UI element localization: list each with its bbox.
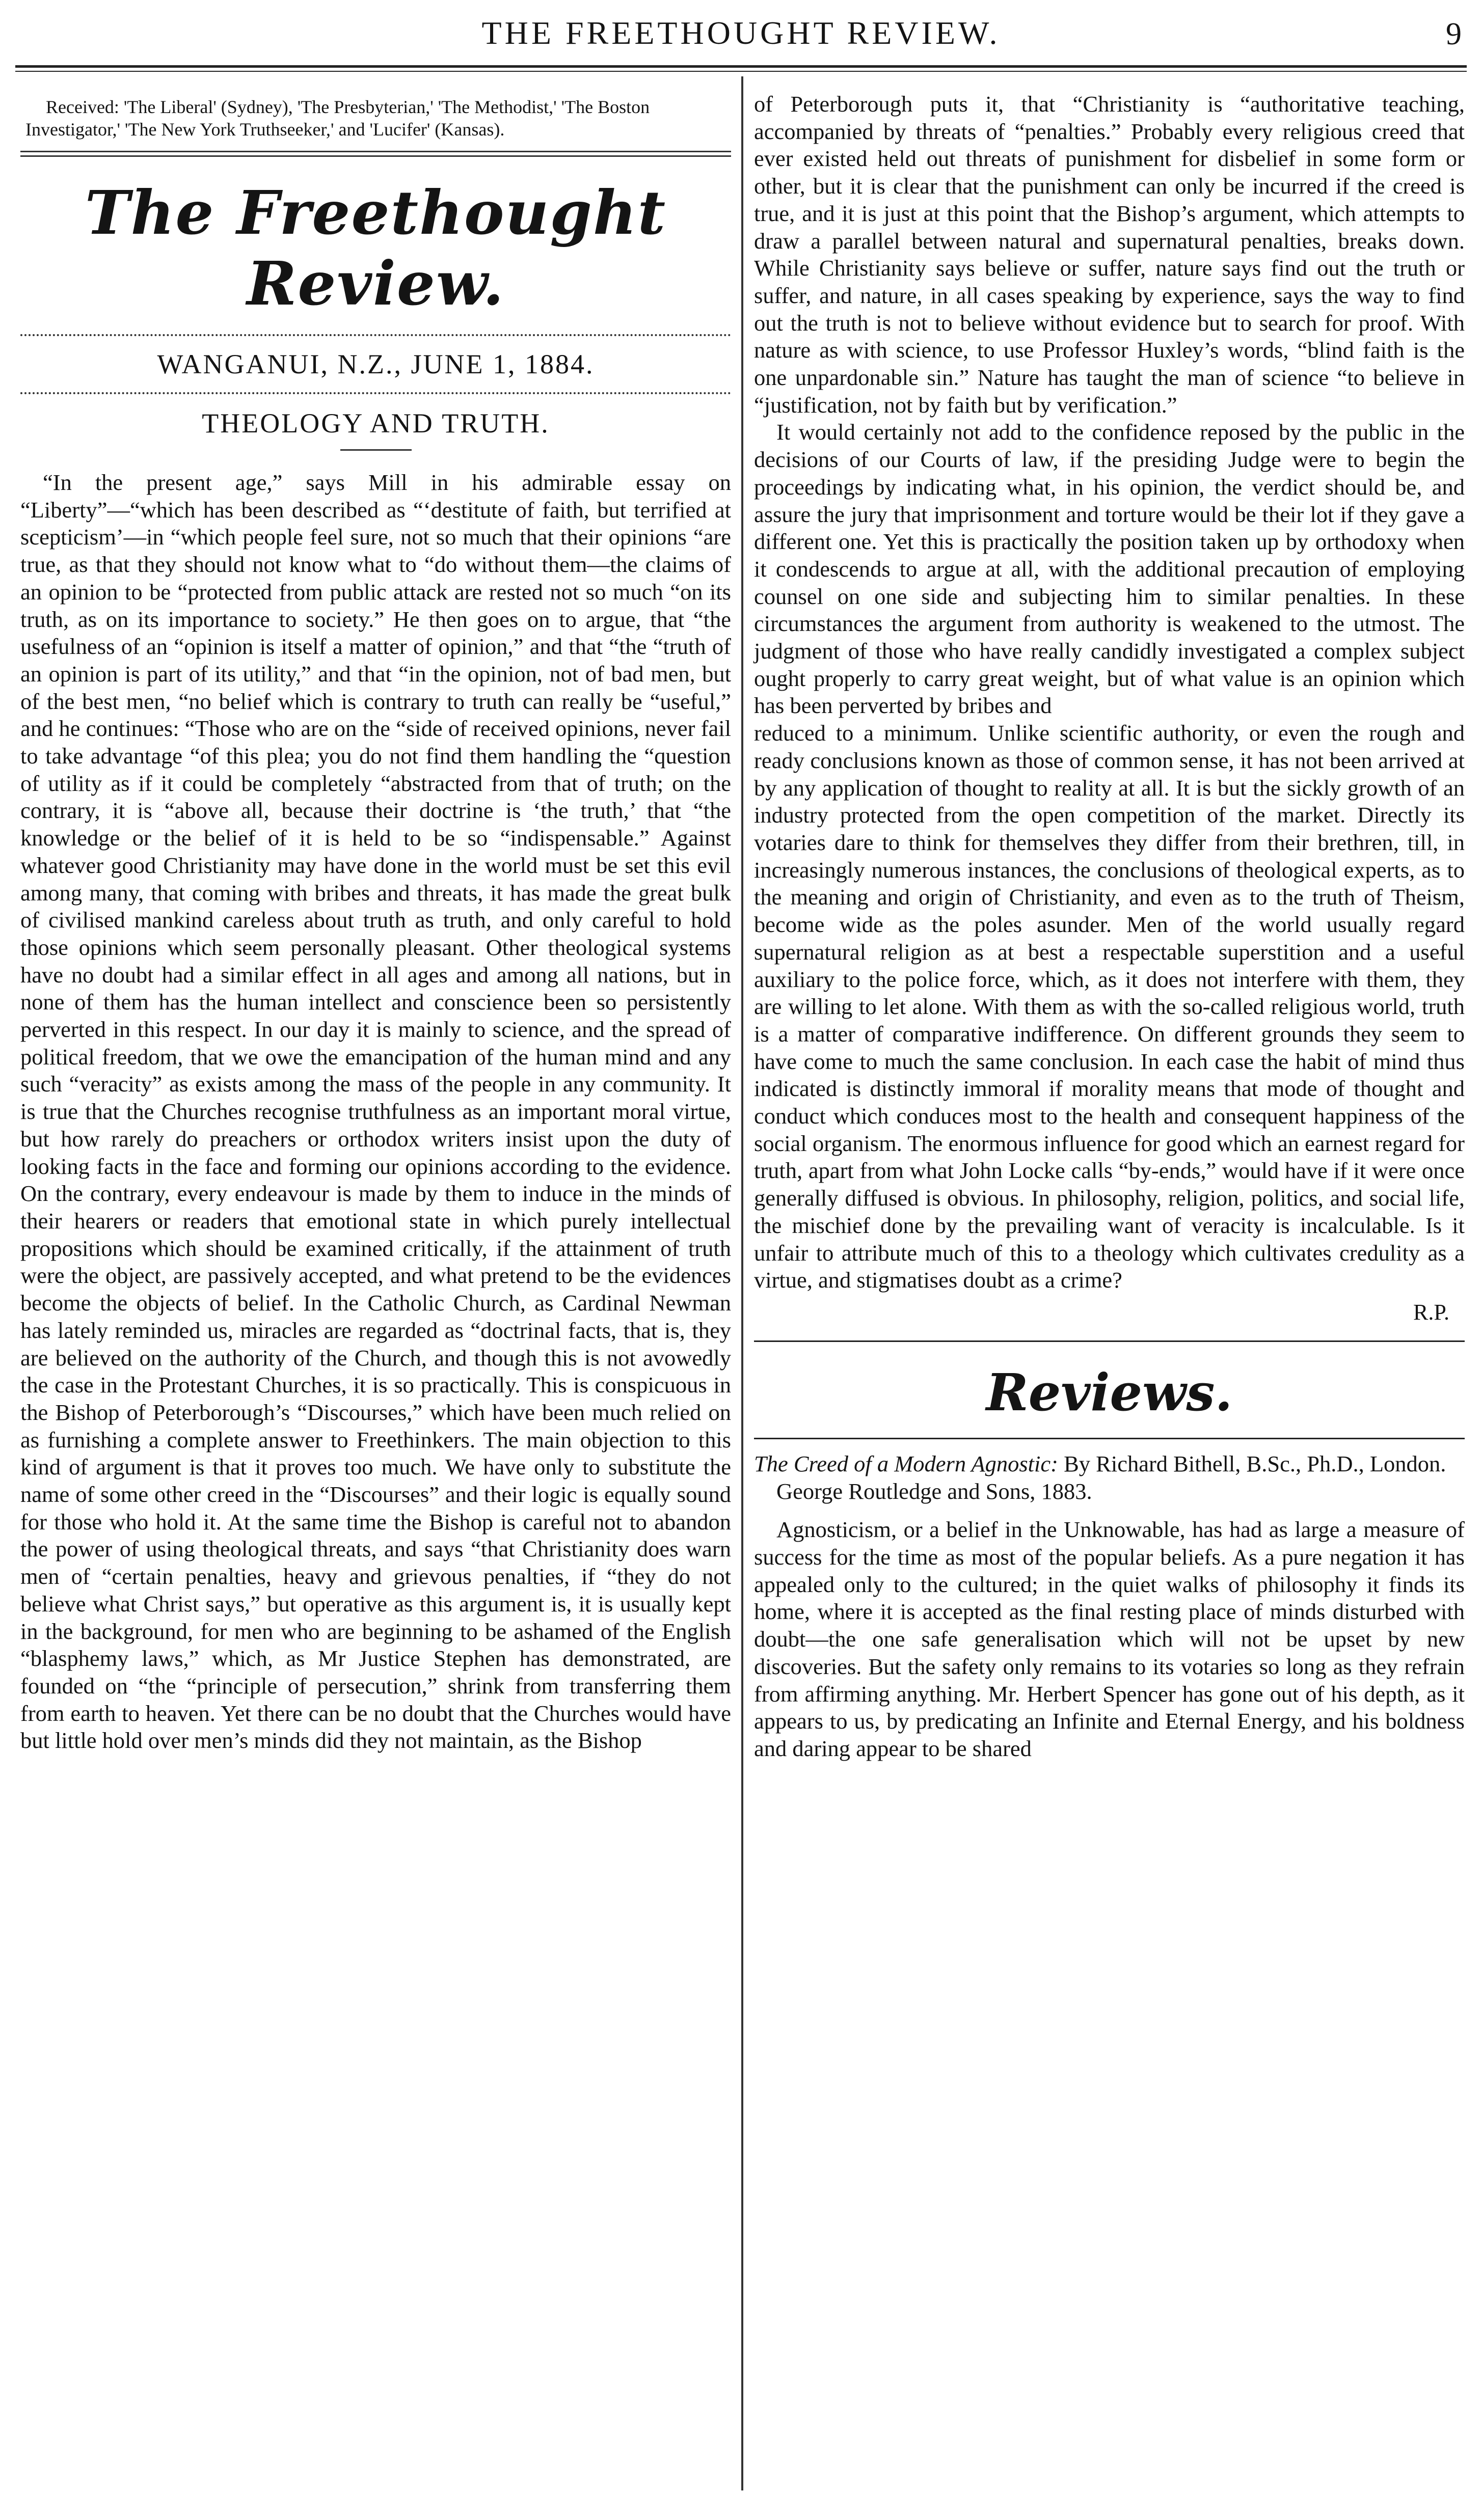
right-column [754,91,1465,1763]
article-signature: R.P. [1413,1299,1449,1325]
left-column [20,91,731,1755]
masthead: The Freethought Review. [85,177,667,319]
article-paragraph: It would certainly not add to the confidence reposed by the public in the decisions of our Courts of law, if the presiding Judge were to begin the proceedings by indicating what, in his opinion, the verdict should be, and assure the jury that imprisonment and torture would be their lot if they gave a different one. Yet this is practically the position taken up by orthodoxy when it condescends to argue at all, with the additional precaution of employing counsel on one side and subjecting him to similar penalties. In these circumstances the argument from authority is weakened to the utmost. The judgment of those who have really candidly investigated a complex subject ought properly to carry great weight, but of what value is an opinion which has been perverted by bribes and [754,419,1465,719]
article-body-right [754,91,1465,1294]
received-notice: Received: 'The Liberal' (Sydney), 'The Presbyterian,' 'The Methodist,' 'The Boston Investigator,' 'The New York Truthseeker,' and 'Lucifer' (Kansas). [25,97,650,140]
title-rule [340,449,412,451]
masthead-dotted-rule [20,334,731,336]
book-title: The Creed of a Modern Agnostic: [754,1450,1058,1476]
running-head [0,9,1482,55]
review-paragraph: Agnosticism, or a belief in the Unknowable, has had as large a measure of success for the time as most of the popular beliefs. As a pure negation it has appealed only to the cultured; in the quiet walks of philosophy it finds its home, where it is accepted as the final resting place of minds disturbed with doubt—the one safe generalisation which will not be upset by new discoveries. But the safety only remains to its votaries so long as they refrain from affirming anything. Mr. Herbert Spencer has gone out of his depth, as it appears to us, by predicating an Infinite and Eternal Energy, and his boldness and daring appear to be shared [754,1517,1465,1761]
book-details: By Richard Bithell, B.Sc., Ph.D., London. George Routledge and Sons, 1883. [776,1450,1446,1504]
article-body-left [20,469,731,1755]
article-paragraph: of Peterborough puts it, that “Christianity is “authoritative teaching, accompanied by threats of “penalties.” Probably every religious creed that ever existed held out threats of punishment for disbelief in some form or other, but it is clear that the punishment can only be incurred if the creed is true, and it is just at this point that the Bishop’s argument, which attempts to draw a parallel between natural and supernatural penalties, breaks down. While Christianity says believe or suffer, nature says find out the truth or suffer, and nature, in all cases speaking by experience, says the way to find out the truth is not to believe without evidence but to search for proof. With nature as with science, to use Professor Huxley’s words, “blind faith is the one unpardonable sin.” Nature has taught the man of science “to believe in “justification, not by faith but by verification.” [754,91,1465,418]
page-number: 9 [1446,17,1462,51]
masthead-top-rule [20,151,731,157]
running-title: THE FREETHOUGHT REVIEW. [481,15,1001,51]
article-title: THEOLOGY AND TRUTH. [202,408,550,439]
column-divider [741,76,743,2490]
reviews-rule [754,1340,1465,1342]
header-rule [15,65,1467,68]
reviews-heading: Reviews. [986,1362,1233,1422]
header-rule-thin [15,71,1467,72]
dateline: WANGANUI, N.Z., JUNE 1, 1884. [157,349,595,379]
article-paragraph: reduced to a minimum. Unlike scientific authority, or even the rough and ready conclusions known as those of common sense, it has not been arrived at by any application of thought to reality at all. It is but the sickly growth of an industry protected from the open competition of the market. Directly its votaries dare to think for themselves they differ from their brethren, till, in increasingly numerous instances, the conclusions of theological experts, as to the meaning and origin of Christianity, and even as to the truth of Theism, become wide as the poles asunder. Men of the world usually regard supernatural religion as at best a respectable superstition and a useful auxiliary to the police force, which, as it does not interfere with them, they are willing to let alone. With them as with the so-called religious world, truth is a matter of comparative indifference. On different grounds they seem to have come to much the same conclusion. In each case the habit of mind thus indicated is distinctly immoral if morality means that mode of thought and conduct which conduces most to the health and consequent happiness of the social organism. The enormous influence for good which an earnest regard for truth, apart from what John Locke calls “by-ends,” would have if it were once generally diffused is obvious. In philosophy, religion, politics, and social life, the mischief done by the prevailing want of veracity is incalculable. Is it unfair to attribute much of this to a theology which cultivates credulity as a virtue, and stigmatises doubt as a crime? [754,720,1465,1293]
dateline-dotted-rule [20,392,731,394]
review-book-entry [754,1450,1465,1505]
review-body [754,1516,1465,1762]
reviews-rule-bottom [754,1438,1465,1439]
article-paragraph: “In the present age,” says Mill in his admirable essay on “Liberty”—“which has been described as “‘destitute of faith, but terrified at scepticism’—in “which people feel sure, not so much that their opinions “are true, as that they should not know what to “do without them—the claims of an opinion to be “protected from public attack are rested not so much “on its truth, as on its importance to society.” He then goes on to argue, that “the usefulness of an “opinion is itself a matter of opinion,” and that “the “truth of an opinion is part of its utility,” and that “in the opinion, not of bad men, but of the best men, “no belief which is contrary to truth can really be “useful,” and he continues: “Those who are on the “side of received opinions, never fail to take advantage “of this plea; you do not find them handling the “question of utility as if it could be completely “abstracted from that of truth; on the contrary, it is “above all, because their doctrine is ‘the truth,’ that “the knowledge or the belief of it is held to be so “indispensable.” Against whatever good Christianity may have done in the world must be set this evil among many, that coming with bribes and threats, it has made the great bulk of civilised mankind careless about truth as truth, and only careful to hold those opinions which seem personally pleasant. Other theological systems have no doubt had a similar effect in all ages and among all nations, but in none of them has the human intellect and conscience been so persistently perverted in this respect. In our day it is mainly to science, and the spread of political freedom, that we owe the emancipation of the human mind and any such “veracity” as exists among the mass of the people in any community. It is true that the Churches recognise truthfulness as an important moral virtue, but how rarely do preachers or orthodox writers insist upon the duty of looking facts in the face and forming our opinions according to the evidence. On the contrary, every endeavour is made by them to induce in the minds of their hearers or readers that emotional state in which purely intellectual propositions which should be examined critically, if the attainment of truth were the object, are passively accepted, and what pretend to be the evidences become the objects of belief. In the Catholic Church, as Cardinal Newman has lately reminded us, miracles are regarded as “doctrinal facts, that is, they are believed on the authority of the Church, and though this is not avowedly the case in the Protestant Churches, it is so practically. This is conspicuous in the Bishop of Peterborough’s “Discourses,” which have been much relied on as furnishing a complete answer to Freethinkers. The main objection to this kind of argument is that it proves too much. We have only to substitute the name of some other creed in the “Discourses” and their logic is equally sound for those who hold it. At the same time the Bishop is careful not to abandon the power of using theological threats, and says “that Christianity does warn men of “certain penalties, heavy and grievous penalties, if “they do not believe what Christ says,” but operative as this argument is, it is usually kept in the background, for men who are beginning to be ashamed of the English “blasphemy laws,” which, as Mr Justice Stephen has demonstrated, are founded on “the “principle of persecution,” shrink from transferring them from earth to heaven. Yet there can be no doubt that the Churches would have but little hold over men’s minds did they not maintain, as the Bishop [20,470,731,1754]
